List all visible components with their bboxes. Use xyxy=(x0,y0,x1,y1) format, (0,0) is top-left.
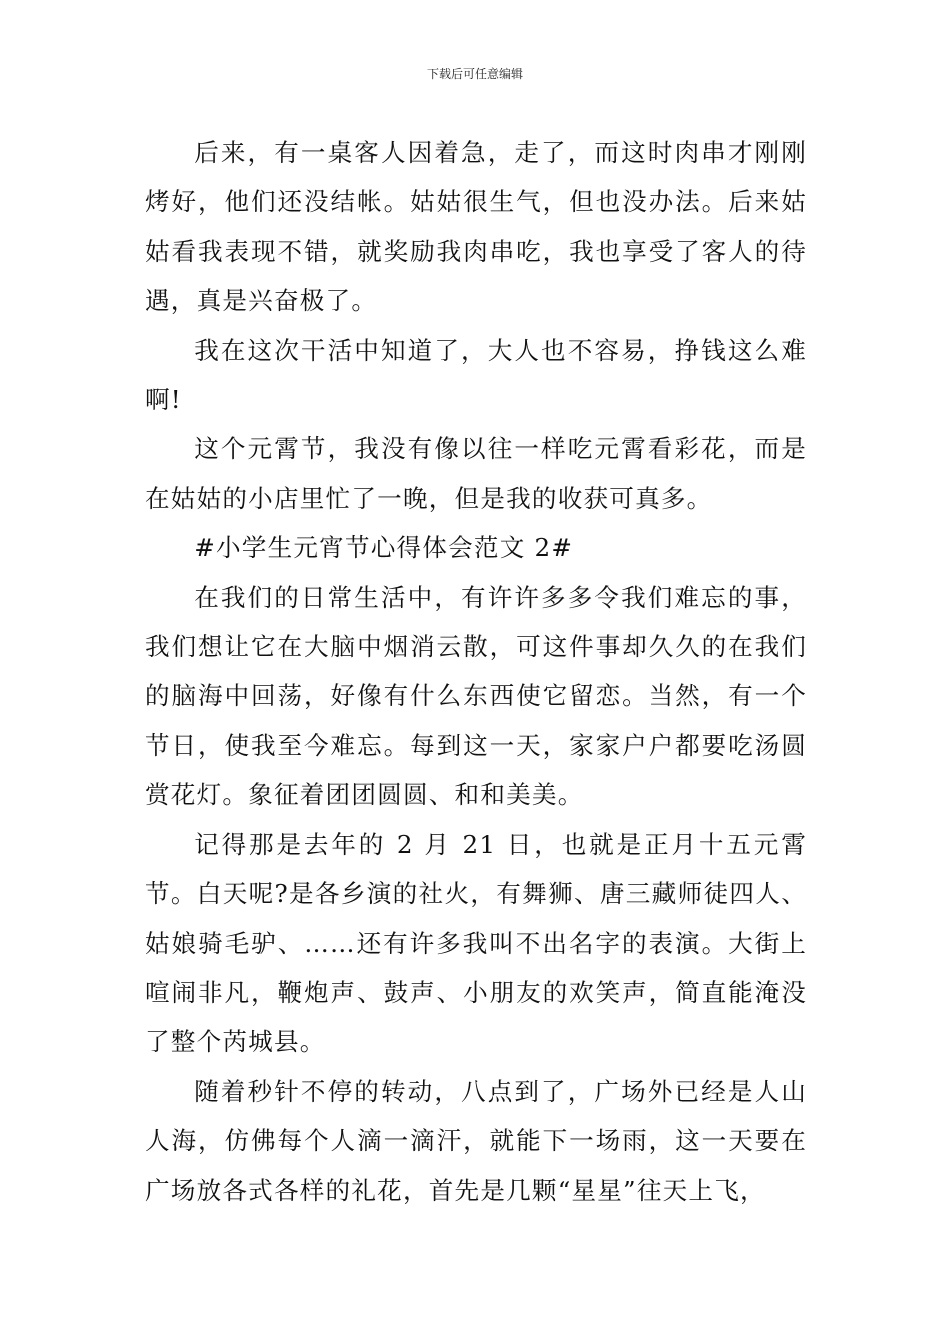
paragraph-1: 后来，有一桌客人因着急，走了，而这时肉串才刚刚烤好，他们还没结帐。姑姑很生气，但也没办法。后来姑姑看我表现不错，就奖励我肉串吃，我也享受了客人的待遇，真是兴奋极了。 xyxy=(145,138,807,316)
document-body xyxy=(145,128,807,1215)
page-header: 下载后可任意编辑 xyxy=(426,67,523,81)
paragraph-3: 这个元霄节，我没有像以往一样吃元霄看彩花，而是在姑姑的小店里忙了一晚，但是我的收获可真多。 xyxy=(145,434,807,513)
paragraph-4: 在我们的日常生活中，有许许多多令我们难忘的事，我们想让它在大脑中烟消云散，可这件事却久久的在我们的脑海中回荡，好像有什么东西使它留恋。当然，有一个节日，使我至今难忘。每到这一天，家家户户都要吃汤圆赏花灯。象征着团团圆圆、和和美美。 xyxy=(145,582,807,810)
paragraph-6: 随着秒针不停的转动，八点到了，广场外已经是人山人海，仿佛每个人滴一滴汗，就能下一场雨，这一天要在广场放各式各样的礼花，首先是几颗“星星”往天上飞， xyxy=(145,1076,807,1205)
section-heading: #小学生元宵节心得体会范文 2# xyxy=(194,533,574,563)
paragraph-5: 记得那是去年的 2 月 21 日，也就是正月十五元霄节。白天呢?是各乡演的社火，有舞狮、唐三藏师徒四人、姑娘骑毛驴、……还有许多我叫不出名字的表演。大街上喧闹非凡，鞭炮声、鼓声、小朋友的欢笑声，简直能淹没了整个芮城县。 xyxy=(145,829,807,1057)
paragraph-2: 我在这次干活中知道了，大人也不容易，挣钱这么难啊! xyxy=(145,335,807,415)
